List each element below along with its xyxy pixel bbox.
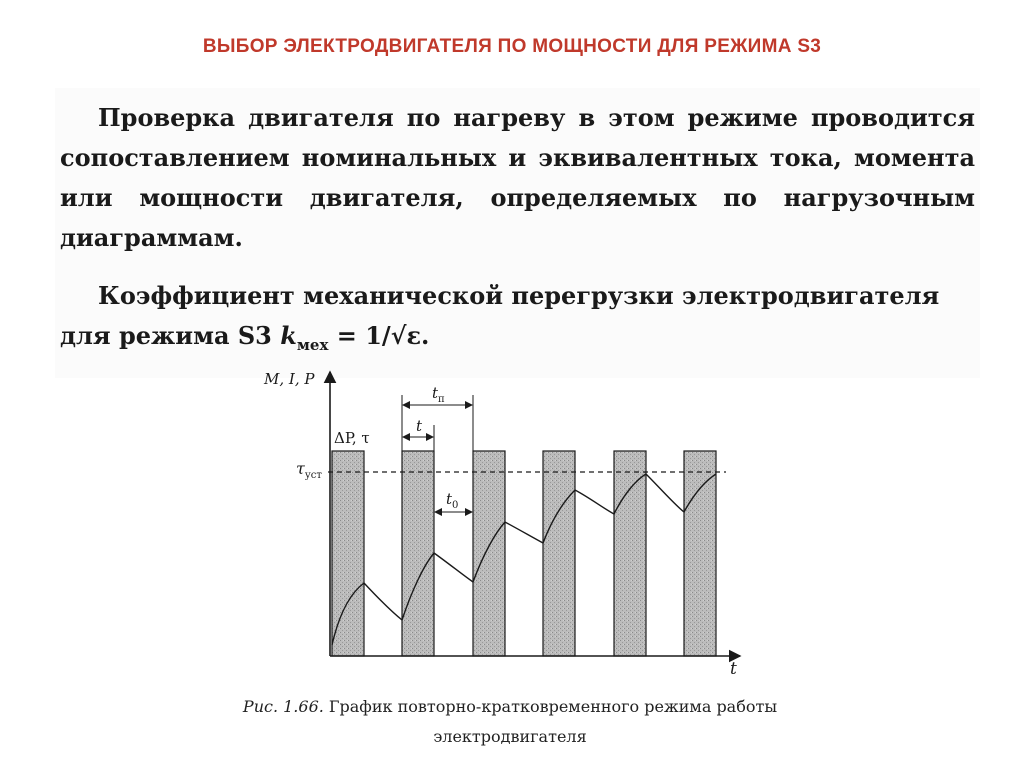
- overload-formula: = 1/√ε.: [336, 321, 430, 350]
- pulse-bar-5: [614, 451, 646, 656]
- caption-label: Рис. 1.66.: [242, 697, 324, 716]
- pulse-label: ΔP, τ: [334, 429, 370, 447]
- steady-label: [296, 459, 322, 481]
- pulse-bar-6: [684, 451, 716, 656]
- steady-symbol: τ: [296, 459, 305, 478]
- x-axis-label: t: [730, 659, 737, 679]
- t0-subscript: 0: [452, 500, 459, 511]
- t0-symbol: t: [446, 490, 453, 508]
- tp-label: [432, 384, 445, 405]
- caption-line2: электродвигателя: [433, 727, 587, 746]
- pulse-bars: [332, 451, 716, 656]
- pulse-bar-2: [402, 451, 434, 656]
- overload-text: Коэффициент механической перегрузки электродвигателя для режима S3: [60, 281, 940, 350]
- pulse-bar-4: [543, 451, 575, 656]
- slide-title: ВЫБОР ЭЛЕКТРОДВИГАТЕЛЯ ПО МОЩНОСТИ ДЛЯ РЕЖИМА S3: [202, 36, 822, 57]
- tp-symbol: t: [432, 384, 439, 402]
- tp-subscript: п: [438, 394, 445, 405]
- k-subscript: мех: [296, 335, 329, 354]
- figure-caption: [150, 692, 870, 752]
- k-symbol: k: [280, 321, 297, 350]
- paragraph-heating-check: Проверка двигателя по нагреву в этом режиме проводится сопоставлением номинальных и эквивалентных тока, момента или мощности двигателя, определяемых по нагрузочным диаграммам.: [60, 103, 975, 252]
- steady-subscript: уст: [304, 470, 322, 481]
- caption-line1: График повторно-кратковременного режима работы: [323, 697, 778, 716]
- t0-label: [446, 490, 458, 511]
- t-label: t: [416, 417, 423, 435]
- temperature-curve: [332, 474, 716, 645]
- y-axis-label: M, I, P: [264, 370, 315, 388]
- pulse-bar-3: [473, 451, 505, 656]
